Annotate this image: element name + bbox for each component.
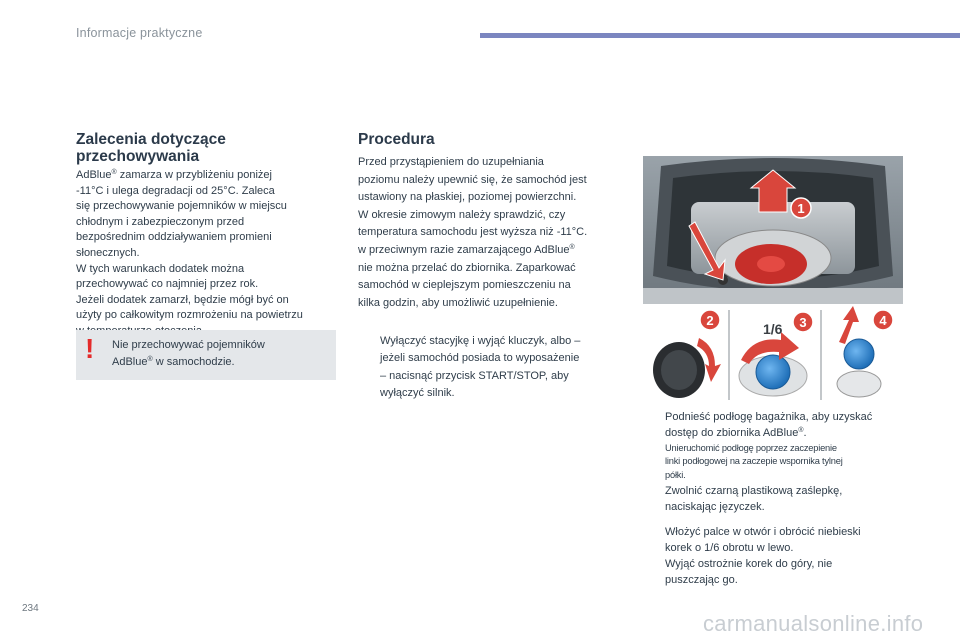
section-header-title: Informacje praktyczne [76,26,203,40]
warning-suffix: w samochodzie. [152,355,235,368]
paragraph-line: -11°C i ulega degradacji od 25°C. Zaleca [76,184,275,197]
watermark: carmanualsonline.info [703,611,924,636]
step-line: Zwolnić czarną plastikową zaślepkę, [665,485,843,497]
paragraph-line: ustawiony na płaskiej, poziomej powierzchni. [358,191,577,204]
registered-mark: ® [111,169,117,176]
step-text [665,524,861,556]
paragraph-line: Przed przystąpieniem do uzupełniania [358,156,544,168]
page-number: 234 [22,603,39,614]
step-note [665,442,843,482]
adblue-refill-illustration [643,156,903,402]
step-line: dostęp do zbiornika AdBlue®. [665,427,807,439]
procedure-paragraph [358,154,587,312]
warning-text [112,337,265,370]
storage-heading-line: przechowywania [76,148,200,165]
tank-neck-open [837,371,881,397]
paragraph-line: chłodnym i zabezpieczonym przed [76,215,245,228]
step-line: Wyłączyć stacyjkę i wyjąć kluczyk, albo – [380,335,581,347]
paragraph-line: przechowywać co najmniej przez rok. [76,278,259,291]
paragraph-line: nie można przelać do zbiornika. Zaparkować [358,261,576,274]
warning-line: Nie przechowywać pojemników [112,339,265,351]
paragraph-line: temperatura samochodu jest wyższa niż -11°C. [358,226,588,239]
trunk-illustration-svg [643,156,903,402]
step-text [665,483,842,515]
fraction-label: 1/6 [763,321,783,337]
step-line: – nacisnąć przycisk START/STOP, aby [380,369,569,382]
paragraph-line: się przechowywanie pojemników w miejscu [76,200,287,213]
paragraph-line: samochód w cieplejszym pomieszczeniu na [358,279,571,292]
paragraph-line: użyty po całkowitym rozmrożeniu na powietrzu [76,309,303,322]
paragraph-line: poziomu należy upewnić się, że samochód jest [358,173,587,186]
paragraph-line: Jeżeli dodatek zamarzł, będzie mógł być on [76,293,289,306]
step-text [380,333,580,403]
paragraph-line: w przeciwnym razie zamarzającego AdBlue® [358,243,575,256]
blue-cap-lifted-icon [844,339,874,369]
paragraph-line: W tych warunkach dodatek można [76,262,245,275]
step-line: korek o 1/6 obrotu w lewo. [665,542,794,554]
registered-mark: ® [798,427,804,434]
step-line: jeżeli samochód posiada to wyposażenie [380,352,580,365]
callout-1-text: 1 [797,201,805,216]
paragraph-line: bezpośrednim oddziaływaniem promieni [76,231,272,244]
blue-cap-icon [756,355,790,389]
warning-line [112,354,265,371]
wheel-hub [757,256,785,272]
callout-2-text: 2 [706,313,714,328]
paragraph-line: słonecznych. [76,246,140,259]
step-release-cap [643,483,943,517]
callout-4-text: 4 [879,313,887,328]
storage-heading-line: Zalecenia dotyczące [76,131,226,148]
step-line: puszczając go. [665,574,738,586]
step-remove-cap [643,556,943,590]
step-line: naciskając języczek. [665,501,765,513]
paragraph-line: AdBlue® zamarza w przybliżeniu poniżej [76,169,272,181]
warning-exclamation-icon: ! [85,333,95,364]
warning-box [76,330,336,380]
note-line: półki. [665,469,686,480]
paragraph-line: kilka godzin, aby umożliwić uzupełnienie. [358,296,558,309]
step-line: wyłączyć silnik. [380,387,455,400]
bumper [643,288,903,304]
step-text [665,409,872,441]
note-line: Unieruchomić podłogę poprzez zaczepienie [665,443,837,453]
storage-paragraph [76,168,303,340]
registered-mark: ® [569,243,575,251]
step-lift-floor [643,409,943,481]
black-cap-inner [661,350,697,390]
step-line: Włożyć palce w otwór i obrócić niebieski [665,526,861,538]
step-turn-cap [643,524,943,558]
warning-adblue: AdBlue [112,355,148,368]
step-text [665,556,832,588]
step-line: Podnieść podłogę bagażnika, aby uzyskać [665,411,873,423]
storage-heading [76,131,226,165]
section-header-bar [480,33,960,38]
registered-mark: ® [147,355,153,363]
step-line: Wyjąć ostrożnie korek do góry, nie [665,558,833,570]
step-switch-off [358,333,618,403]
procedure-heading [358,131,435,148]
callout-3-text: 3 [799,315,807,330]
paragraph-line: W okresie zimowym należy sprawdzić, czy [358,208,566,221]
procedure-heading-text: Procedura [358,131,435,148]
note-line: linki podłogowej na zaczepie wspornika tylnej [665,456,843,467]
